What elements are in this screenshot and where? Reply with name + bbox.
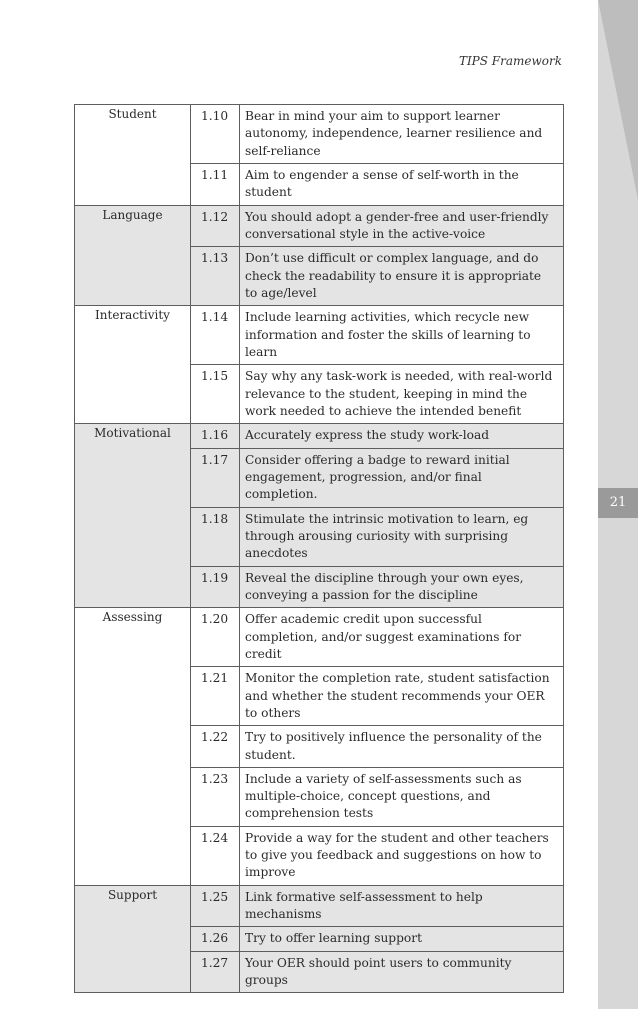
table-row bbox=[75, 306, 564, 365]
category-cell: Interactivity bbox=[75, 306, 191, 424]
item-text: You should adopt a gender-free and user-friendly conversational style in the active-voice bbox=[240, 205, 564, 247]
item-number: 1.14 bbox=[191, 306, 240, 365]
category-cell: Motivational bbox=[75, 424, 191, 608]
item-number: 1.17 bbox=[191, 448, 240, 507]
item-text: Include learning activities, which recycle new information and foster the skills of learning to learn bbox=[240, 306, 564, 365]
item-number: 1.27 bbox=[191, 951, 240, 993]
category-cell: Assessing bbox=[75, 608, 191, 886]
item-text: Don’t use difficult or complex language, and do check the readability to ensure it is appropriate to age/level bbox=[240, 247, 564, 306]
item-text: Reveal the discipline through your own eyes, conveying a passion for the discipline bbox=[240, 566, 564, 608]
section-student bbox=[75, 105, 564, 206]
item-number: 1.26 bbox=[191, 927, 240, 951]
item-text: Say why any task-work is needed, with real-world relevance to the student, keeping in mind the work needed to achieve the intended benefit bbox=[240, 365, 564, 424]
section-support bbox=[75, 885, 564, 993]
item-number: 1.18 bbox=[191, 507, 240, 566]
table-row bbox=[75, 608, 564, 667]
item-number: 1.15 bbox=[191, 365, 240, 424]
item-text: Aim to engender a sense of self-worth in the student bbox=[240, 163, 564, 205]
category-cell: Support bbox=[75, 885, 191, 993]
page-number: 21 bbox=[598, 488, 638, 518]
item-text: Offer academic credit upon successful completion, and/or suggest examinations for credit bbox=[240, 608, 564, 667]
category-cell: Student bbox=[75, 105, 191, 206]
item-text: Consider offering a badge to reward initial engagement, progression, and/or final completion. bbox=[240, 448, 564, 507]
running-head: TIPS Framework bbox=[458, 54, 562, 68]
item-text: Try to offer learning support bbox=[240, 927, 564, 951]
item-number: 1.10 bbox=[191, 105, 240, 164]
item-number: 1.20 bbox=[191, 608, 240, 667]
section-language bbox=[75, 205, 564, 306]
item-number: 1.16 bbox=[191, 424, 240, 448]
section-motivational bbox=[75, 424, 564, 608]
item-text: Include a variety of self-assessments such as multiple-choice, concept questions, and comprehension tests bbox=[240, 767, 564, 826]
item-number: 1.24 bbox=[191, 826, 240, 885]
item-text: Stimulate the intrinsic motivation to learn, eg through arousing curiosity with surprising anecdotes bbox=[240, 507, 564, 566]
item-text: Link formative self-assessment to help mechanisms bbox=[240, 885, 564, 927]
category-cell: Language bbox=[75, 205, 191, 306]
item-text: Accurately express the study work-load bbox=[240, 424, 564, 448]
item-text: Monitor the completion rate, student satisfaction and whether the student recommends your OER to others bbox=[240, 667, 564, 726]
table-row bbox=[75, 885, 564, 927]
item-number: 1.12 bbox=[191, 205, 240, 247]
item-text: Try to positively influence the personality of the student. bbox=[240, 726, 564, 768]
item-number: 1.21 bbox=[191, 667, 240, 726]
tips-framework-table bbox=[74, 104, 564, 993]
item-number: 1.23 bbox=[191, 767, 240, 826]
table-row bbox=[75, 424, 564, 448]
section-assessing bbox=[75, 608, 564, 886]
item-text: Your OER should point users to community groups bbox=[240, 951, 564, 993]
section-interactivity bbox=[75, 306, 564, 424]
table-row bbox=[75, 205, 564, 247]
item-number: 1.13 bbox=[191, 247, 240, 306]
item-text: Provide a way for the student and other teachers to give you feedback and suggestions on how to improve bbox=[240, 826, 564, 885]
item-text: Bear in mind your aim to support learner autonomy, independence, learner resilience and self-reliance bbox=[240, 105, 564, 164]
item-number: 1.22 bbox=[191, 726, 240, 768]
item-number: 1.19 bbox=[191, 566, 240, 608]
table-row bbox=[75, 105, 564, 164]
item-number: 1.25 bbox=[191, 885, 240, 927]
item-number: 1.11 bbox=[191, 163, 240, 205]
